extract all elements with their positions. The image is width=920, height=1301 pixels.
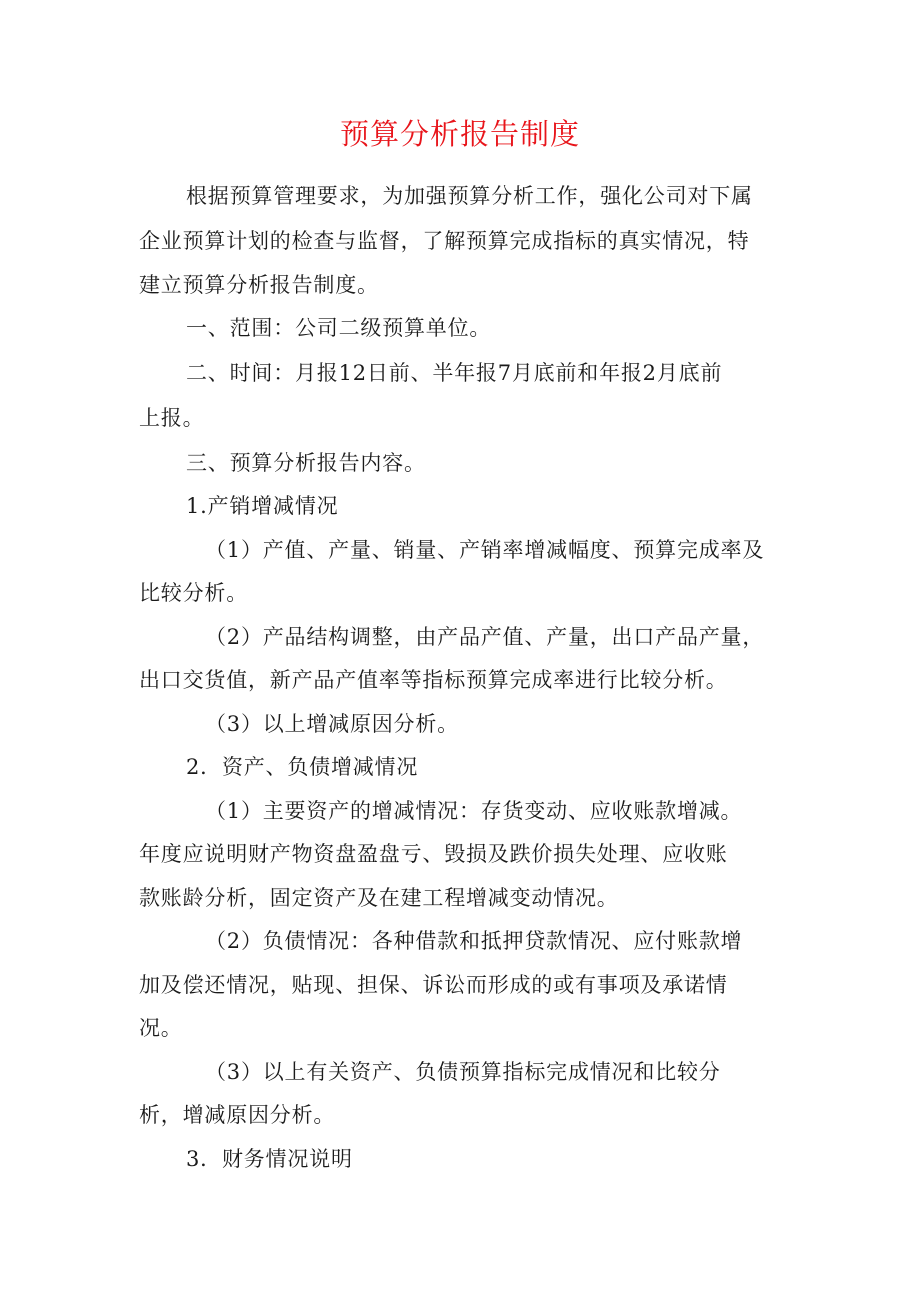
list-item: （1）主要资产的增减情况：存货变动、应收账款增减。 xyxy=(205,799,743,823)
list-item: （3）以上有关资产、负债预算指标完成情况和比较分 xyxy=(205,1060,721,1084)
subsection-heading: 2．资产、负债增减情况 xyxy=(186,755,419,779)
paragraph-line: 款账龄分析，固定资产及在建工程增减变动情况。 xyxy=(139,886,619,910)
paragraph-line: 出口交货值，新产品产值率等指标预算完成率进行比较分析。 xyxy=(139,668,728,692)
paragraph-line: 建立预算分析报告制度。 xyxy=(139,273,379,297)
list-item: （3）以上增减原因分析。 xyxy=(205,712,459,736)
paragraph-line: 企业预算计划的检查与监督，了解预算完成指标的真实情况，特 xyxy=(139,229,750,253)
paragraph-line: 析，增减原因分析。 xyxy=(139,1103,336,1127)
list-item: （2）负债情况：各种借款和抵押贷款情况、应付账款增 xyxy=(205,929,743,953)
document-title: 预算分析报告制度 xyxy=(339,117,580,151)
section-heading: 一、范围：公司二级预算单位。 xyxy=(186,316,492,340)
section-heading: 三、预算分析报告内容。 xyxy=(186,451,426,475)
paragraph-line: 况。 xyxy=(139,1016,183,1040)
subsection-heading: 3．财务情况说明 xyxy=(186,1147,353,1171)
list-item: （1）产值、产量、销量、产销率增减幅度、预算完成率及 xyxy=(205,538,765,562)
paragraph-line: 年度应说明财产物资盘盈盘亏、毁损及跌价损失处理、应收账 xyxy=(139,842,728,866)
paragraph-line: 加及偿还情况，贴现、担保、诉讼而形成的或有事项及承诺情 xyxy=(139,973,728,997)
paragraph-line: 比较分析。 xyxy=(139,581,248,605)
paragraph-line: 上报。 xyxy=(139,406,205,430)
paragraph-line: 根据预算管理要求，为加强预算分析工作，强化公司对下属 xyxy=(186,184,753,208)
section-heading: 二、时间：月报12日前、半年报7月底前和年报2月底前 xyxy=(186,361,723,385)
list-item: （2）产品结构调整，由产品产值、产量，出口产品产量， xyxy=(205,625,765,649)
subsection-heading: 1.产销增减情况 xyxy=(186,494,339,518)
